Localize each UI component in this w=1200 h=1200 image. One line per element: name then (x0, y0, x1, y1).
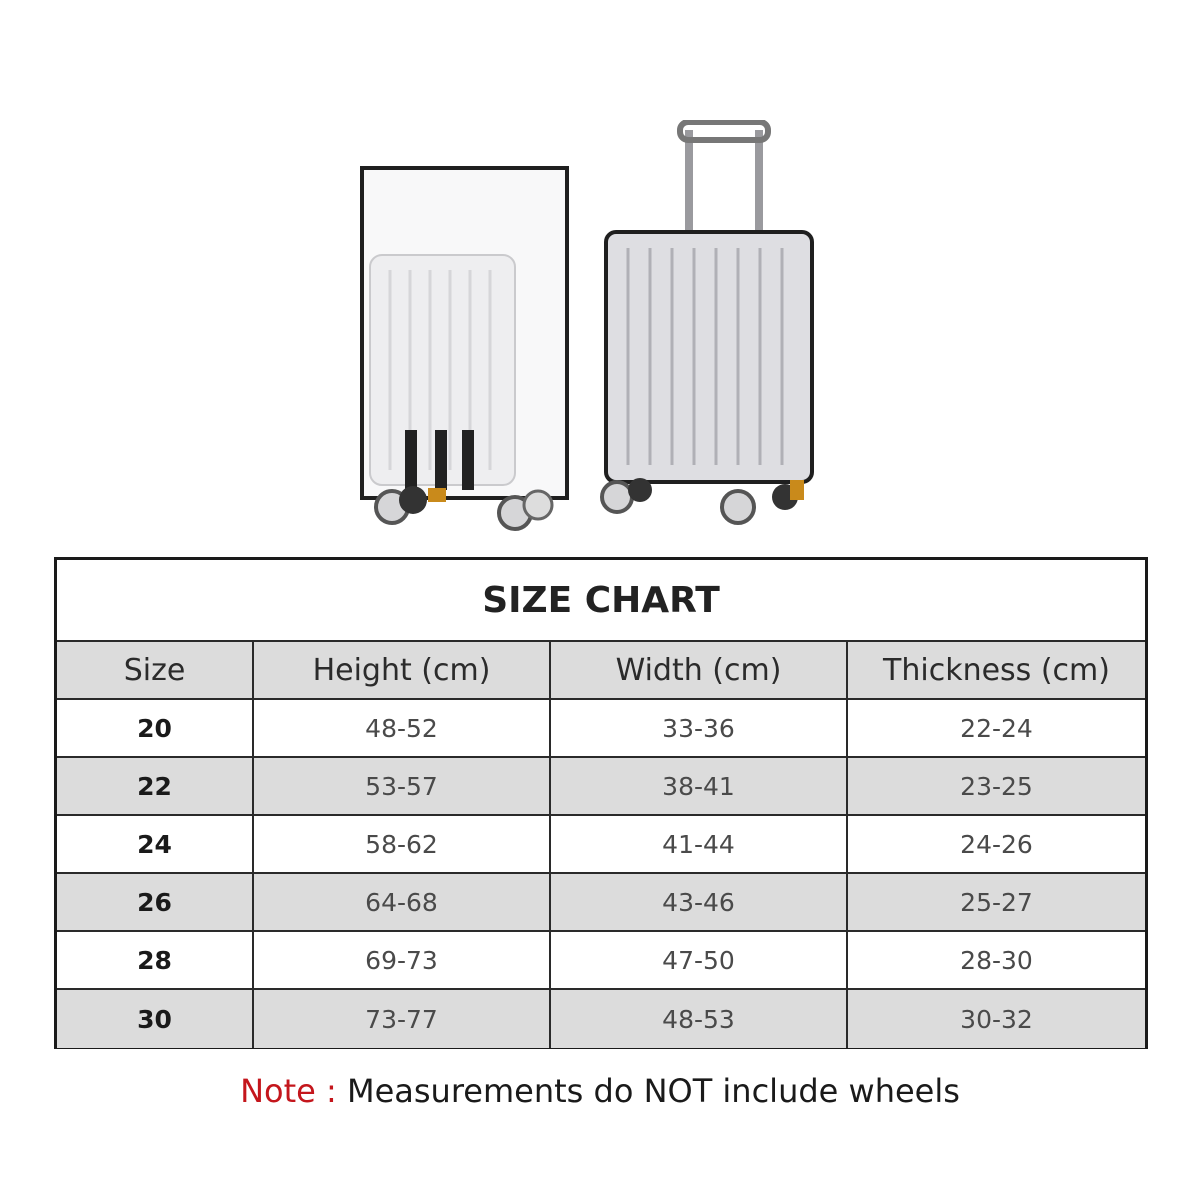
size-cell: 28 (57, 932, 254, 990)
thickness-cell: 28-30 (848, 932, 1145, 990)
height-cell: 53-57 (254, 758, 551, 816)
width-cell: 33-36 (551, 700, 848, 758)
height-cell: 48-52 (254, 700, 551, 758)
height-cell: 64-68 (254, 874, 551, 932)
column-header-width: Width (cm) (551, 642, 848, 700)
thickness-cell: 22-24 (848, 700, 1145, 758)
luggage-cover-product-image (340, 120, 840, 540)
thickness-cell: 25-27 (848, 874, 1145, 932)
height-cell: 69-73 (254, 932, 551, 990)
left-suitcase-icon (362, 168, 567, 529)
width-cell: 38-41 (551, 758, 848, 816)
width-cell: 43-46 (551, 874, 848, 932)
size-cell: 22 (57, 758, 254, 816)
size-chart-table (54, 557, 1148, 1049)
width-cell: 47-50 (551, 932, 848, 990)
column-header-size: Size (57, 642, 254, 700)
size-cell: 24 (57, 816, 254, 874)
thickness-cell: 23-25 (848, 758, 1145, 816)
column-header-height: Height (cm) (254, 642, 551, 700)
height-cell: 58-62 (254, 816, 551, 874)
thickness-cell: 30-32 (848, 990, 1145, 1048)
size-cell: 20 (57, 700, 254, 758)
note-text: Measurements do NOT include wheels (346, 1072, 960, 1110)
width-cell: 41-44 (551, 816, 848, 874)
note-label: Note : (240, 1072, 337, 1110)
size-cell: 26 (57, 874, 254, 932)
size-cell: 30 (57, 990, 254, 1048)
size-chart-title: SIZE CHART (57, 560, 1145, 642)
width-cell: 48-53 (551, 990, 848, 1048)
height-cell: 73-77 (254, 990, 551, 1048)
thickness-cell: 24-26 (848, 816, 1145, 874)
right-suitcase-icon (602, 122, 812, 523)
column-header-thickness: Thickness (cm) (848, 642, 1145, 700)
measurement-note (0, 1072, 1200, 1110)
